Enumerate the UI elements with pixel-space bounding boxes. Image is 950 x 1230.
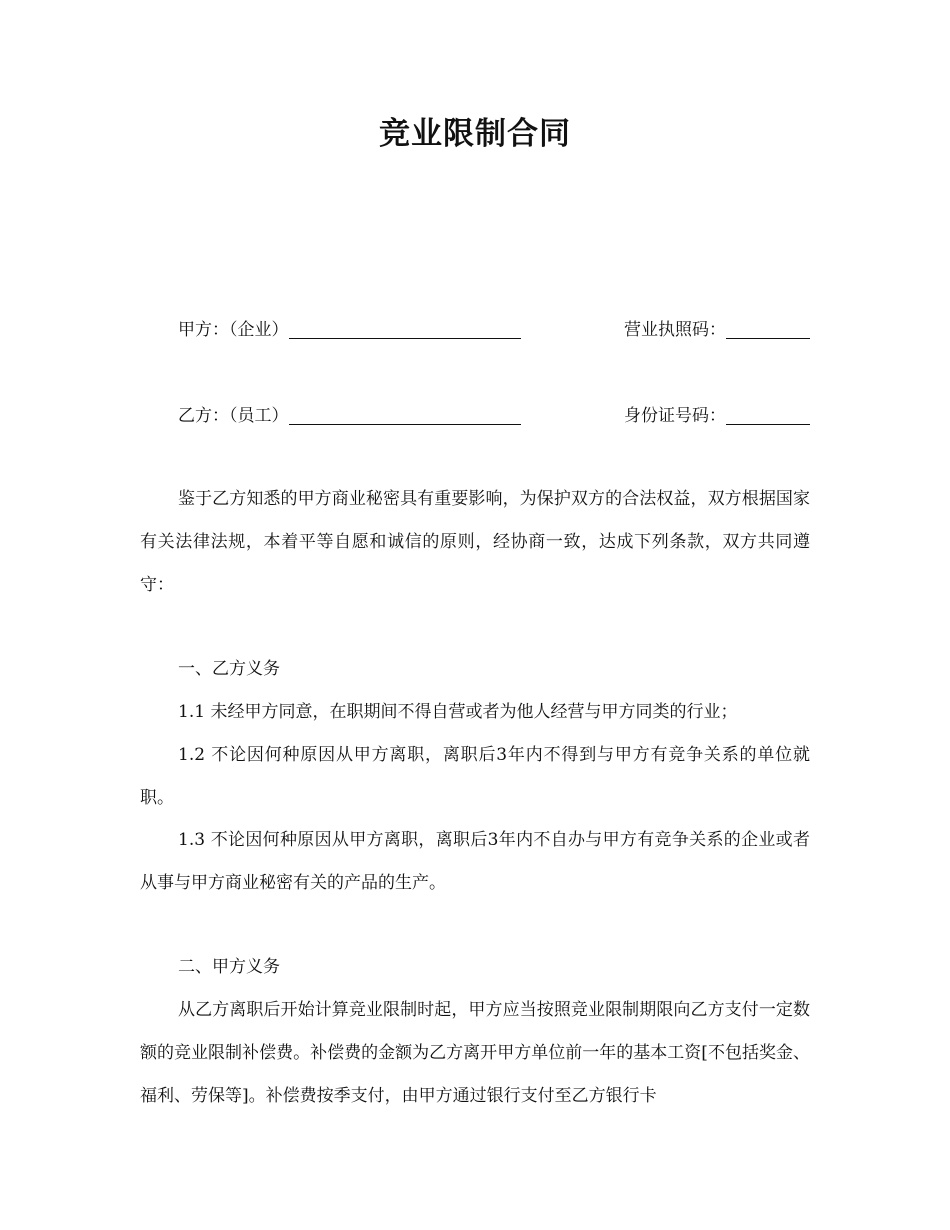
- business-license-field: [624, 315, 810, 345]
- party-a-label: 甲方：（企业）: [178, 320, 289, 340]
- section-2-body: 从乙方离职后开始计算竞业限制时起，甲方应当按照竞业限制期限向乙方支付一定数额的竞业限制补偿费。补偿费的金额为乙方离开甲方单位前一年的基本工资[不包括奖金、福利、劳保等]。补偿费按季支付，由甲方通过银行支付至乙方银行卡: [140, 1000, 810, 1106]
- business-license-blank[interactable]: [726, 318, 810, 339]
- document-title: 竞业限制合同: [379, 116, 571, 152]
- party-a-row: [178, 315, 810, 345]
- party-b-row: [178, 401, 810, 431]
- id-number-blank[interactable]: [726, 404, 810, 425]
- clause-1-1: 1.1 未经甲方同意，在职期间不得自营或者为他人经营与甲方同类的行业；: [178, 702, 738, 722]
- clause-1-3: 1.3 不论因何种原因从甲方离职，离职后3年内不自办与甲方有竞争关系的企业或者从事与甲方商业秘密有关的产品的生产。: [140, 830, 810, 893]
- id-number-label: 身份证号码：: [624, 406, 726, 426]
- party-b-label: 乙方：（员工）: [178, 406, 289, 426]
- clause-1-2: 1.2 不论因何种原因从甲方离职，离职后3年内不得到与甲方有竞争关系的单位就职。: [140, 745, 810, 808]
- party-b-field: [178, 401, 521, 431]
- section-1-heading: 一、乙方义务: [178, 659, 280, 679]
- business-license-label: 营业执照码：: [624, 320, 726, 340]
- id-number-field: [624, 401, 810, 431]
- party-b-name-blank[interactable]: [289, 404, 521, 425]
- section-2-heading: 二、甲方义务: [178, 957, 280, 977]
- preamble-paragraph: 鉴于乙方知悉的甲方商业秘密具有重要影响，为保护双方的合法权益，双方根据国家有关法律法规，本着平等自愿和诚信的原则，经协商一致，达成下列条款，双方共同遵守：: [140, 489, 810, 595]
- party-a-name-blank[interactable]: [289, 318, 521, 339]
- party-a-field: [178, 315, 521, 345]
